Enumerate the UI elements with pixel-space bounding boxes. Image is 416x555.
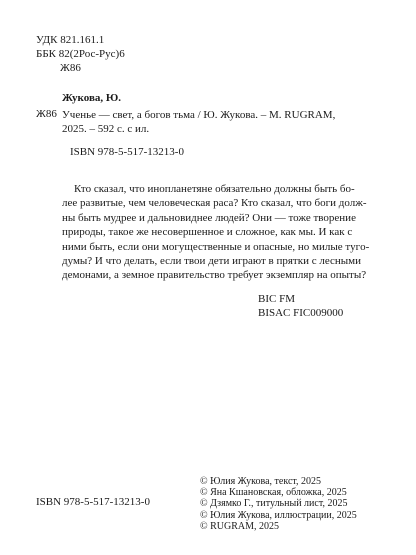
copyright-line: © Юлия Жукова, текст, 2025 [200, 476, 322, 487]
bisac-code: BISAC FIC009000 [258, 307, 344, 319]
copyright-line: © Дзямко Г., титульный лист, 2025 [200, 498, 348, 510]
copyright-line: © RUGRAM, 2025 [200, 520, 279, 532]
record-author: Жукова, Ю. [62, 92, 122, 104]
abstract-line: природы, такое же несовершенное и сложное, как мы. И как с [62, 226, 353, 239]
bbk-code: ББК 82(2Рос-Рус)6 [36, 48, 125, 60]
description-line: Ученье — свет, а богов тьма / Ю. Жукова. – М. RUGRAM, [62, 109, 336, 121]
abstract-line: демонами, а земное правительство требует экземпляр на опыты? [62, 269, 367, 282]
abstract-line: Кто сказал, что инопланетяне обязательно должны быть бо- [74, 183, 355, 195]
copyright-line: © Яна Кшановская, обложка, 2025 [200, 487, 347, 499]
record-description [62, 108, 362, 136]
copyright-block [200, 476, 357, 532]
udk-code: УДК 821.161.1 [36, 34, 105, 46]
abstract-line: ними быть, если они могущественные и опасные, но милые тугo- [62, 240, 370, 253]
abstract-line: думы? И что делать, если твои дети играют в прятки с лесными [62, 255, 361, 268]
subject-codes [258, 292, 343, 320]
isbn-bottom: ISBN 978-5-517-13213-0 [36, 496, 150, 508]
abstract-line: лее развитые, чем человеческая раса? Кто сказал, что боги долж- [62, 197, 367, 210]
description-line: 2025. – 592 с. с ил. [62, 123, 150, 135]
copyright-line: © Юлия Жукова, иллюстрации, 2025 [200, 509, 357, 521]
record-isbn: ISBN 978-5-517-13213-0 [70, 146, 184, 158]
classification-block [36, 33, 125, 75]
bic-code: BIC FM [258, 293, 295, 305]
abstract-line: ны быть мудрее и дальновиднее людей? Они — тоже творение [62, 211, 356, 224]
abstract [62, 182, 382, 283]
record-code: Ж86 [36, 108, 57, 120]
author-sign: Ж86 [60, 62, 81, 74]
